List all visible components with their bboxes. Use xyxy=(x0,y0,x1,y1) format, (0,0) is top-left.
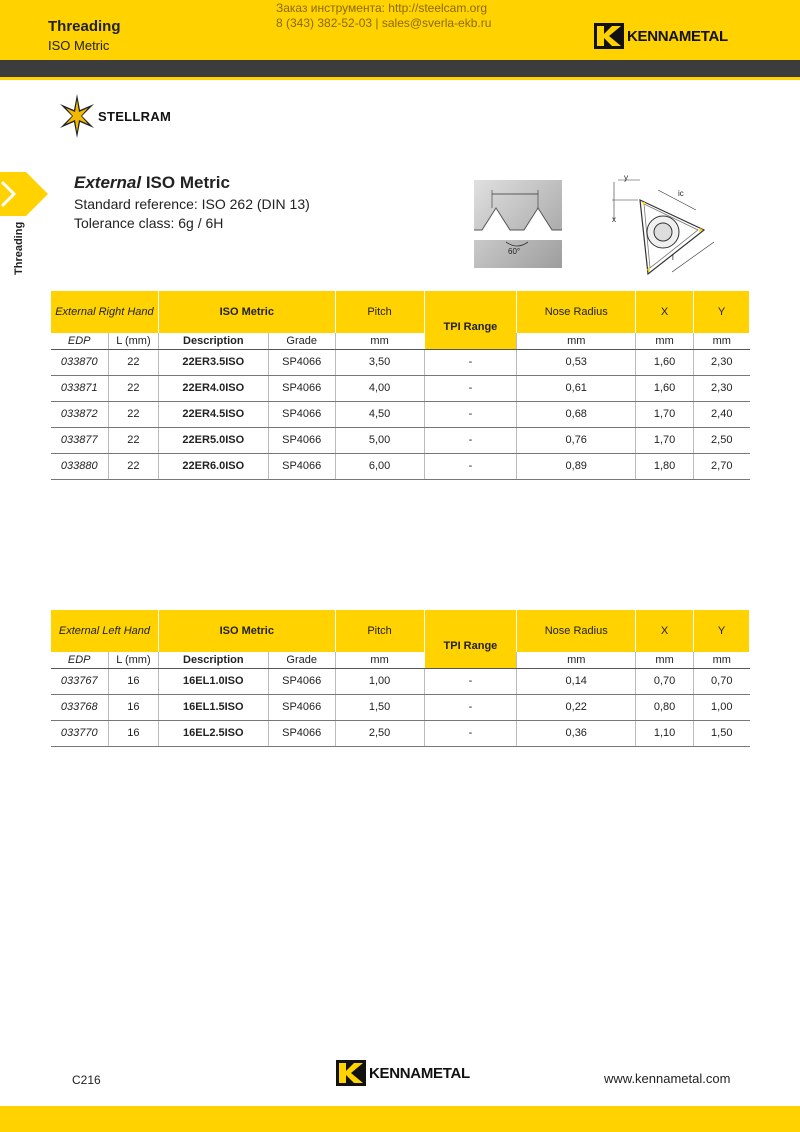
section-title-italic: External xyxy=(74,173,142,192)
cell-x: 1,60 xyxy=(636,375,694,401)
sub-pitch-unit: mm xyxy=(335,652,424,668)
cell-y: 2,70 xyxy=(694,453,750,479)
cell-description: 16EL2.5ISO xyxy=(158,720,268,746)
table-external-right-hand xyxy=(50,291,750,480)
footer-accent-bar xyxy=(0,1106,800,1132)
cell-tpi: - xyxy=(424,401,517,427)
cell-description: 16EL1.0ISO xyxy=(158,668,268,694)
sub-x-unit: mm xyxy=(636,333,694,349)
cell-x: 1,80 xyxy=(636,453,694,479)
cell-description: 22ER6.0ISO xyxy=(158,453,268,479)
contact-line-2[interactable]: 8 (343) 382-52-03 | sales@sverla-ekb.ru xyxy=(276,16,492,30)
cell-y: 2,30 xyxy=(694,375,750,401)
kennametal-mark-icon xyxy=(594,23,624,49)
kennametal-logo-header xyxy=(594,23,728,49)
cell-description: 22ER3.5ISO xyxy=(158,349,268,375)
stellram-logo xyxy=(60,94,171,138)
cell-edp: 033877 xyxy=(51,427,109,453)
cell-y: 1,00 xyxy=(694,694,750,720)
cell-nose-radius: 0,76 xyxy=(517,427,636,453)
tolerance-class: Tolerance class: 6g / 6H xyxy=(74,215,224,231)
cell-x: 1,70 xyxy=(636,401,694,427)
cell-grade: SP4066 xyxy=(268,720,335,746)
sub-grade: Grade xyxy=(268,652,335,668)
cell-length: 22 xyxy=(108,453,158,479)
cell-edp: 033880 xyxy=(51,453,109,479)
contact-info xyxy=(276,1,491,31)
header-dark-bar xyxy=(0,60,800,77)
cell-y: 1,50 xyxy=(694,720,750,746)
cell-edp: 033871 xyxy=(51,375,109,401)
cell-pitch: 2,50 xyxy=(335,720,424,746)
col-group-label: External Left Hand xyxy=(51,610,159,652)
sub-length: L (mm) xyxy=(108,652,158,668)
section-title-rest: ISO Metric xyxy=(141,173,230,192)
intro-block xyxy=(74,173,310,231)
col-pitch: Pitch xyxy=(335,291,424,333)
cell-description: 16EL1.5ISO xyxy=(158,694,268,720)
contact-line-1[interactable]: Заказ инструмента: http://steelcam.org xyxy=(276,1,488,15)
cell-length: 16 xyxy=(108,694,158,720)
col-iso-metric: ISO Metric xyxy=(158,291,335,333)
thread-angle-label: 60° xyxy=(508,247,521,256)
cell-description: 22ER4.5ISO xyxy=(158,401,268,427)
sub-length: L (mm) xyxy=(108,333,158,349)
sub-edp: EDP xyxy=(51,652,109,668)
table-header-row xyxy=(51,610,750,652)
table-subheader-row xyxy=(51,652,750,668)
cell-grade: SP4066 xyxy=(268,694,335,720)
cell-grade: SP4066 xyxy=(268,401,335,427)
cell-length: 22 xyxy=(108,401,158,427)
side-tab-label: Threading xyxy=(13,221,25,275)
cell-edp: 033872 xyxy=(51,401,109,427)
table-row xyxy=(51,427,750,453)
cell-nose-radius: 0,22 xyxy=(517,694,636,720)
cell-grade: SP4066 xyxy=(268,427,335,453)
sub-tpi-blank xyxy=(424,652,517,668)
col-tpi-range: TPI Range xyxy=(424,291,517,333)
table-header-row xyxy=(51,291,750,333)
col-y: Y xyxy=(694,291,750,333)
sub-grade: Grade xyxy=(268,333,335,349)
cell-pitch: 1,50 xyxy=(335,694,424,720)
cell-y: 2,50 xyxy=(694,427,750,453)
cell-tpi: - xyxy=(424,720,517,746)
cell-tpi: - xyxy=(424,694,517,720)
cell-nose-radius: 0,61 xyxy=(517,375,636,401)
cell-tpi: - xyxy=(424,427,517,453)
sub-edp: EDP xyxy=(51,333,109,349)
col-x: X xyxy=(636,291,694,333)
cell-pitch: 5,00 xyxy=(335,427,424,453)
kennametal-wordmark: KENNAMETAL xyxy=(369,1064,470,1082)
table-external-left-hand xyxy=(50,610,750,747)
dim-label-y: y xyxy=(624,173,628,182)
insert-dimension-diagram xyxy=(608,172,718,278)
thread-profile-image xyxy=(474,180,562,268)
cell-pitch: 3,50 xyxy=(335,349,424,375)
stellram-star-icon xyxy=(60,94,94,138)
cell-y: 2,30 xyxy=(694,349,750,375)
cell-edp: 033768 xyxy=(51,694,109,720)
cell-length: 22 xyxy=(108,375,158,401)
table-row xyxy=(51,349,750,375)
cell-x: 1,70 xyxy=(636,427,694,453)
sub-x-unit: mm xyxy=(636,652,694,668)
standard-reference: Standard reference: ISO 262 (DIN 13) xyxy=(74,196,310,212)
col-iso-metric: ISO Metric xyxy=(158,610,335,652)
cell-nose-radius: 0,68 xyxy=(517,401,636,427)
cell-length: 22 xyxy=(108,349,158,375)
sub-description: Description xyxy=(158,333,268,349)
cell-x: 0,80 xyxy=(636,694,694,720)
cell-edp: 033870 xyxy=(51,349,109,375)
sub-description: Description xyxy=(158,652,268,668)
cell-y: 2,40 xyxy=(694,401,750,427)
cell-nose-radius: 0,53 xyxy=(517,349,636,375)
cell-grade: SP4066 xyxy=(268,453,335,479)
cell-tpi: - xyxy=(424,453,517,479)
cell-x: 0,70 xyxy=(636,668,694,694)
col-pitch: Pitch xyxy=(335,610,424,652)
dim-label-x: x xyxy=(612,215,616,224)
cell-length: 22 xyxy=(108,427,158,453)
header-accent-line xyxy=(0,77,800,80)
kennametal-logo-footer xyxy=(336,1060,470,1086)
table-row xyxy=(51,694,750,720)
cell-tpi: - xyxy=(424,349,517,375)
sub-nose-unit: mm xyxy=(517,333,636,349)
header-subtitle: ISO Metric xyxy=(48,38,110,53)
sub-pitch-unit: mm xyxy=(335,333,424,349)
cell-pitch: 6,00 xyxy=(335,453,424,479)
cell-tpi: - xyxy=(424,668,517,694)
table-row xyxy=(51,453,750,479)
table-subheader-row xyxy=(51,333,750,349)
cell-pitch: 4,50 xyxy=(335,401,424,427)
table-left-body xyxy=(51,668,750,746)
sub-tpi-blank xyxy=(424,333,517,349)
col-group-label: External Right Hand xyxy=(51,291,159,333)
table-row xyxy=(51,668,750,694)
cell-grade: SP4066 xyxy=(268,668,335,694)
cell-length: 16 xyxy=(108,668,158,694)
cell-nose-radius: 0,89 xyxy=(517,453,636,479)
col-x: X xyxy=(636,610,694,652)
dim-label-l: l xyxy=(672,253,674,262)
table-row xyxy=(51,375,750,401)
sub-nose-unit: mm xyxy=(517,652,636,668)
dim-label-ic: ic xyxy=(678,189,684,198)
side-tab-marker xyxy=(0,172,48,216)
table-row xyxy=(51,720,750,746)
cell-grade: SP4066 xyxy=(268,375,335,401)
section-title xyxy=(74,173,310,193)
cell-nose-radius: 0,14 xyxy=(517,668,636,694)
cell-description: 22ER5.0ISO xyxy=(158,427,268,453)
col-y: Y xyxy=(694,610,750,652)
cell-x: 1,60 xyxy=(636,349,694,375)
stellram-wordmark: STELLRAM xyxy=(98,108,172,124)
cell-tpi: - xyxy=(424,375,517,401)
kennametal-mark-icon xyxy=(336,1060,366,1086)
cell-edp: 033767 xyxy=(51,668,109,694)
col-nose-radius: Nose Radius xyxy=(517,291,636,333)
table-row xyxy=(51,401,750,427)
cell-pitch: 4,00 xyxy=(335,375,424,401)
cell-pitch: 1,00 xyxy=(335,668,424,694)
kennametal-wordmark: KENNAMETAL xyxy=(627,27,728,45)
cell-length: 16 xyxy=(108,720,158,746)
sub-y-unit: mm xyxy=(694,652,750,668)
sub-y-unit: mm xyxy=(694,333,750,349)
cell-description: 22ER4.0ISO xyxy=(158,375,268,401)
cell-x: 1,10 xyxy=(636,720,694,746)
cell-grade: SP4066 xyxy=(268,349,335,375)
col-tpi-range: TPI Range xyxy=(424,610,517,652)
cell-nose-radius: 0,36 xyxy=(517,720,636,746)
table-right-body xyxy=(51,349,750,479)
page-header xyxy=(0,0,800,60)
page-number: C216 xyxy=(72,1073,101,1087)
cell-edp: 033770 xyxy=(51,720,109,746)
header-title: Threading xyxy=(48,18,121,35)
cell-y: 0,70 xyxy=(694,668,750,694)
website-link[interactable]: www.kennametal.com xyxy=(604,1071,731,1086)
col-nose-radius: Nose Radius xyxy=(517,610,636,652)
